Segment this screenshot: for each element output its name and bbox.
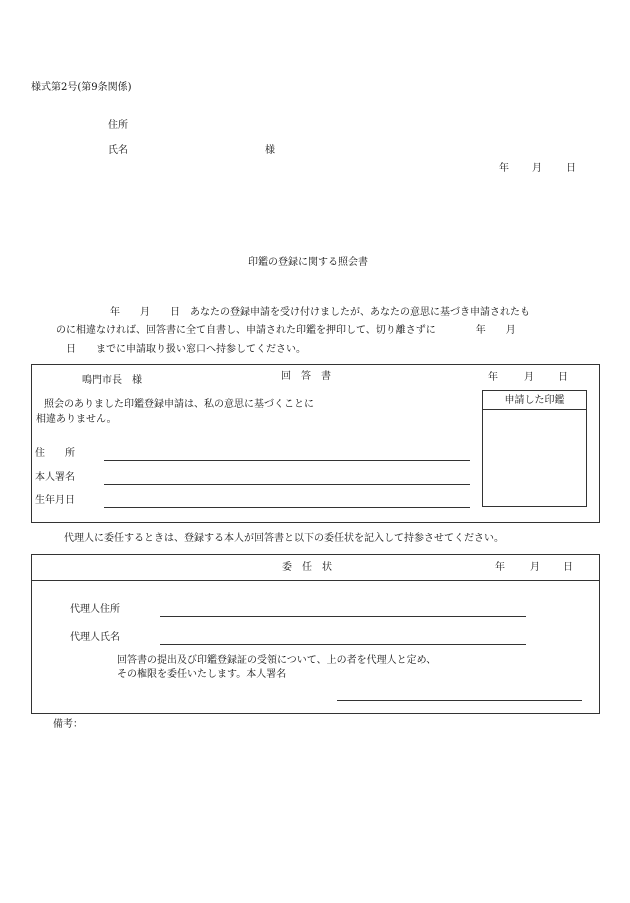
- document-title: 印鑑の登録に関する照会書: [248, 257, 368, 268]
- proxy-date-year: 年: [495, 562, 505, 573]
- answer-birthdate-line[interactable]: [104, 507, 470, 508]
- form-number: 様式第2号(第9条関係): [31, 82, 132, 93]
- addressee-address-label: 住所: [108, 120, 128, 131]
- answer-statement-line1: 照会のありました印鑑登録申請は、私の意思に基づくことに: [44, 399, 314, 410]
- top-date-day: 日: [566, 163, 576, 174]
- proxy-signature-line[interactable]: [337, 700, 582, 701]
- seal-box[interactable]: [482, 390, 587, 507]
- proxy-statement-line2: その権限を委任いたします。本人署名: [117, 669, 287, 680]
- answer-signature-line[interactable]: [104, 484, 470, 485]
- answer-address-line[interactable]: [104, 460, 470, 461]
- addressee-honorific: 様: [265, 145, 275, 156]
- top-date-year: 年: [499, 163, 509, 174]
- agent-address-line[interactable]: [160, 616, 526, 617]
- proxy-date-month: 月: [530, 562, 540, 573]
- agent-name-label: 代理人氏名: [70, 632, 120, 643]
- answer-recipient: 鳴門市長 様: [82, 375, 142, 386]
- body-text-line3: 日 までに申請取り扱い窓口へ持参してください。: [66, 344, 306, 355]
- answer-heading: 回 答 書: [281, 371, 331, 382]
- proxy-header-divider: [31, 580, 600, 581]
- seal-box-divider: [482, 409, 587, 410]
- top-date-month: 月: [532, 163, 542, 174]
- proxy-heading: 委 任 状: [282, 562, 332, 573]
- proxy-note: 代理人に委任するときは、登録する本人が回答書と以下の委任状を記入して持参させてください。: [64, 533, 504, 544]
- proxy-statement-line1: 回答書の提出及び印鑑登録証の受領について、上の者を代理人と定め、: [117, 655, 437, 666]
- answer-address-label: 住 所: [35, 448, 75, 459]
- answer-statement-line2: 相違ありません。: [36, 414, 117, 425]
- answer-birthdate-label: 生年月日: [35, 495, 75, 506]
- answer-date-month: 月: [524, 372, 534, 383]
- agent-address-label: 代理人住所: [70, 604, 120, 615]
- agent-name-line[interactable]: [160, 644, 526, 645]
- answer-date-day: 日: [558, 372, 568, 383]
- answer-date-year: 年: [488, 372, 498, 383]
- seal-box-label: 申請した印鑑: [504, 395, 565, 406]
- body-text-line1: 年 月 日 あなたの登録申請を受け付けましたが、あなたの意思に基づき申請されたも: [110, 307, 530, 318]
- answer-signature-label: 本人署名: [35, 472, 75, 483]
- proxy-date-day: 日: [563, 562, 573, 573]
- addressee-name-label: 氏名: [108, 145, 128, 156]
- remarks-label: 備考：: [53, 719, 83, 730]
- body-text-line2: のに相違なければ、回答書に全て自書し、申請された印鑑を押印して、切り離さずに 年 月: [56, 325, 516, 336]
